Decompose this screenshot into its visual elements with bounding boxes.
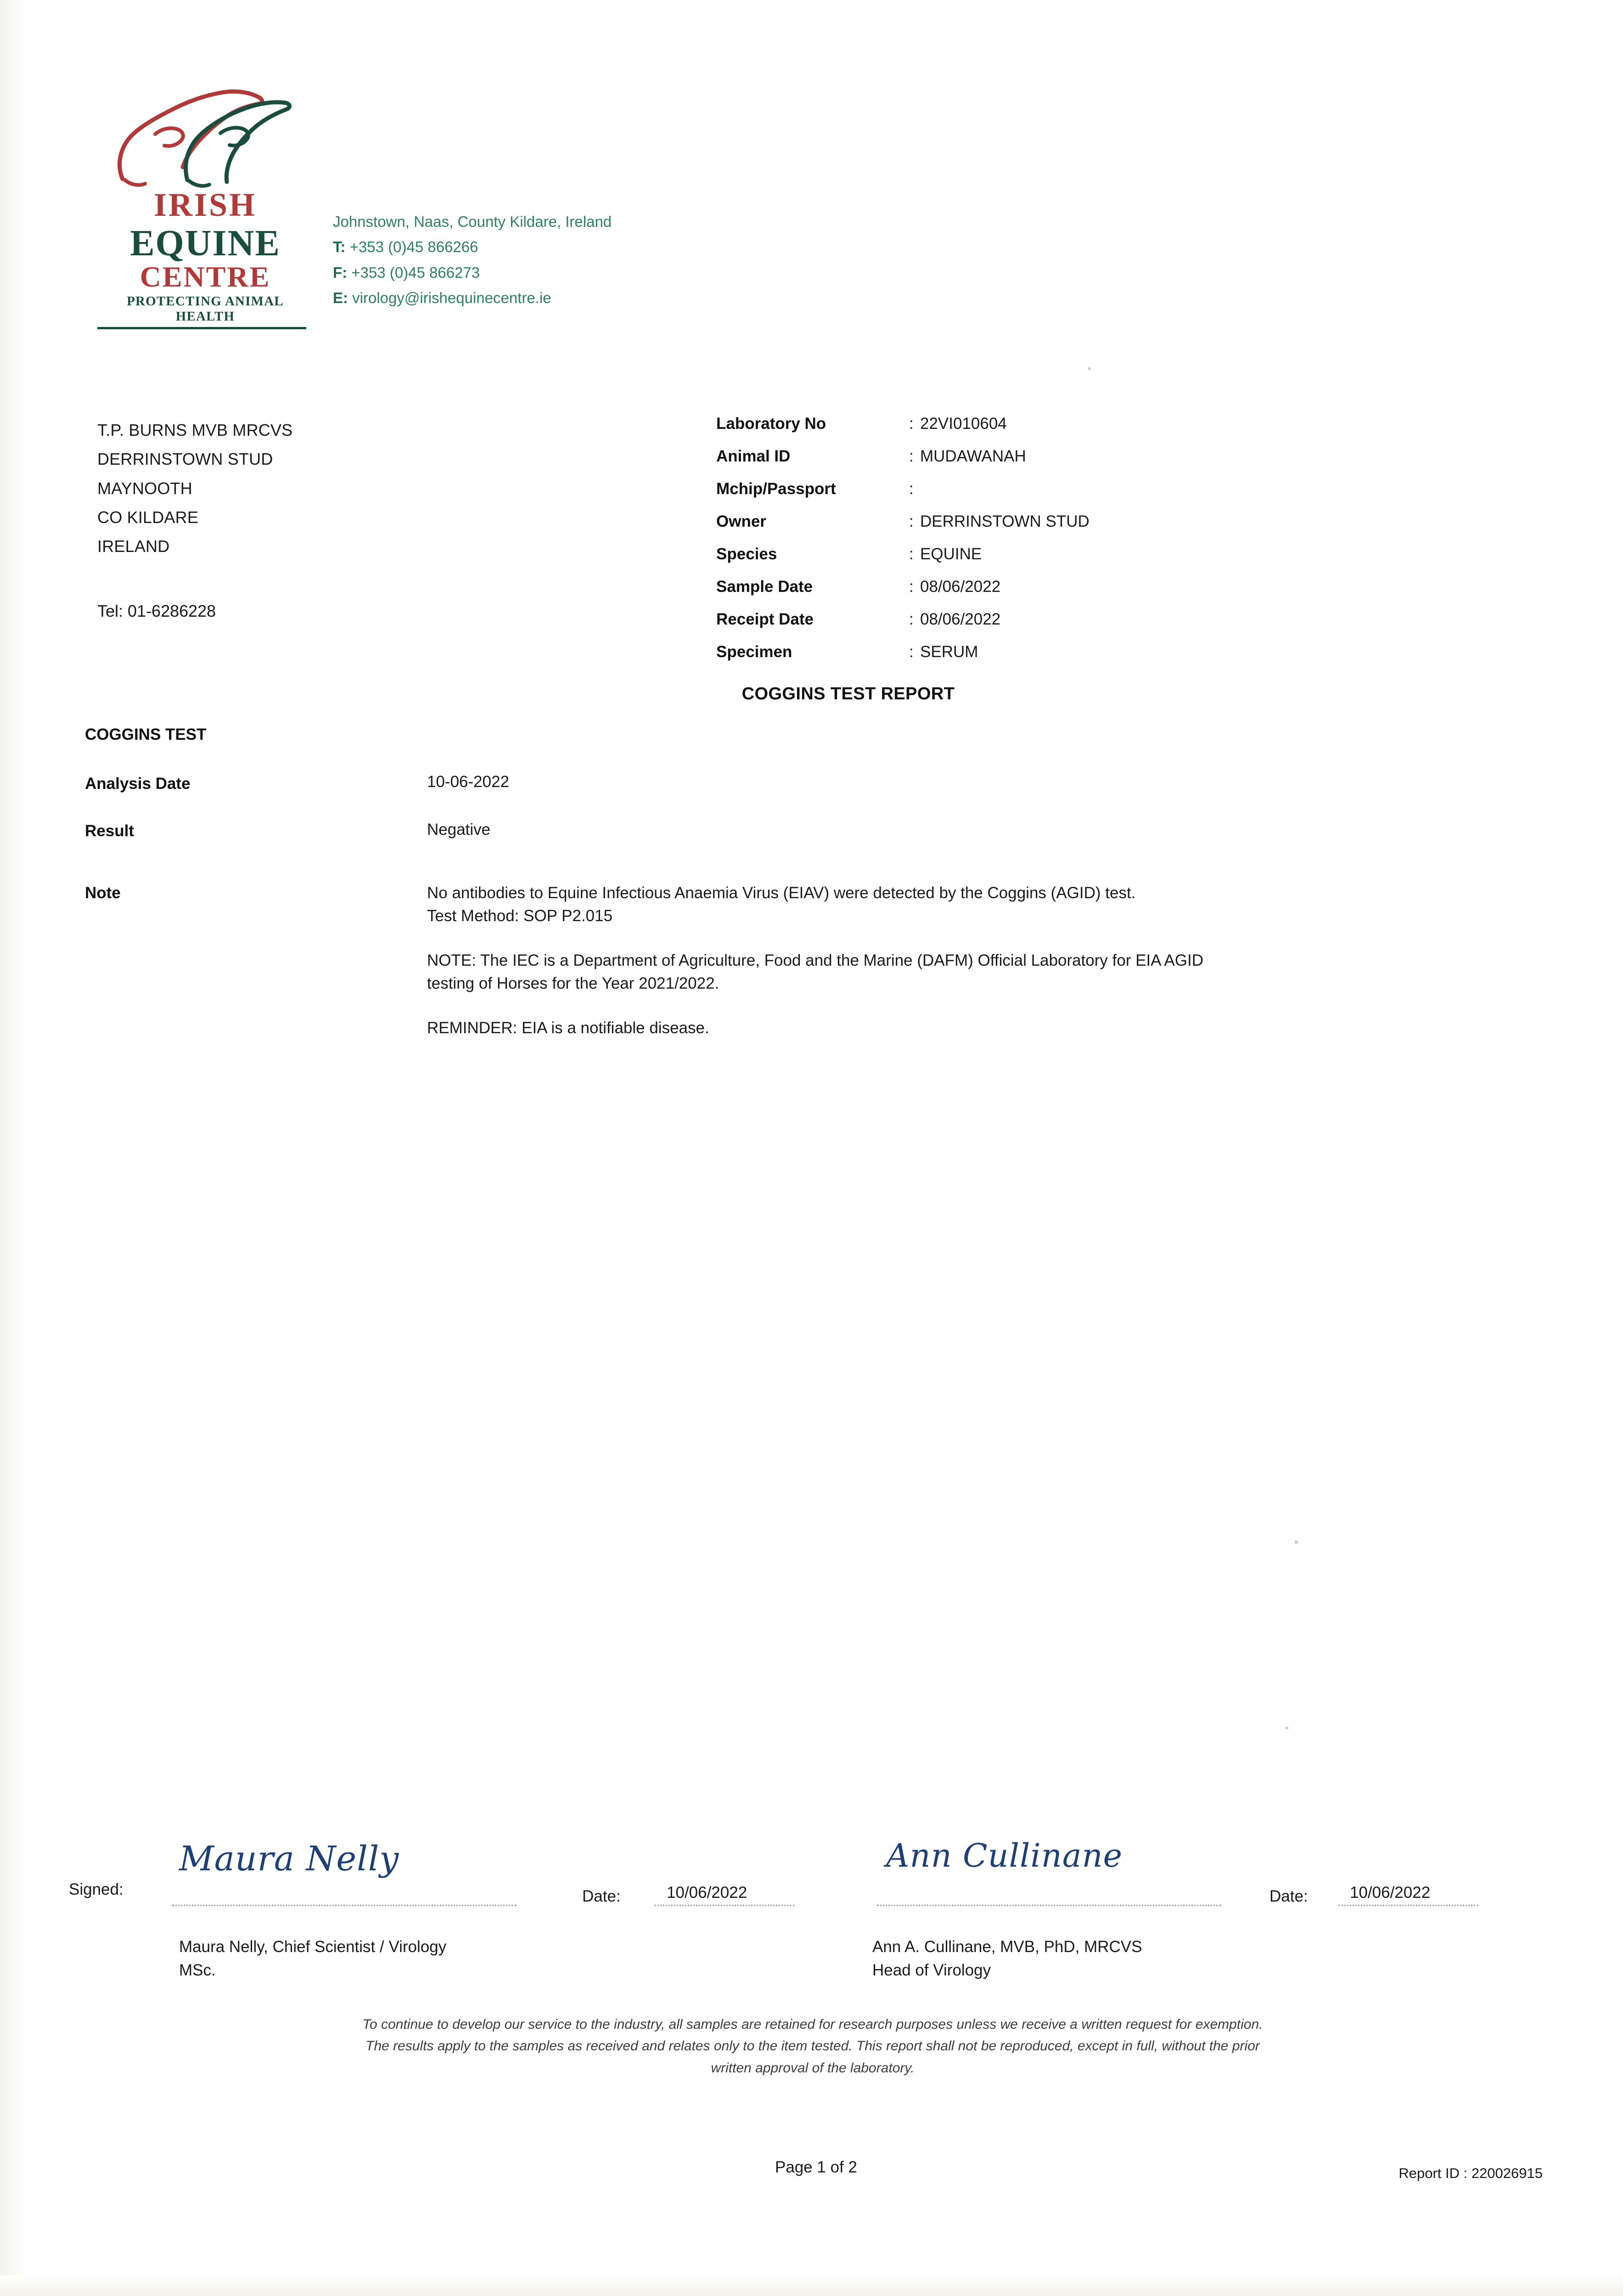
details-label-animal-id: Animal ID: [716, 447, 791, 465]
section-heading-coggins-test: COGGINS TEST: [85, 726, 207, 743]
contact-fax: [333, 260, 612, 285]
details-label-mchip-passport: Mchip/Passport: [716, 480, 836, 498]
date-label-left: Date:: [582, 1887, 621, 1905]
details-value-laboratory-no: : 22VI010604: [909, 415, 1007, 433]
signatory-name-right-line2: Head of Virology: [872, 1961, 991, 1979]
company-logo: [97, 64, 313, 329]
footer-disclaimer-line-3: written approval of the laboratory.: [711, 2060, 915, 2076]
footer-disclaimer-line-2: The results apply to the samples as received and relates only to the item tested. This report shall not be reproduced, except in full, without the prior: [365, 2038, 1260, 2054]
signature-image-left: Maura Nelly: [179, 1839, 399, 1879]
details-value-owner: : DERRINSTOWN STUD: [909, 512, 1089, 530]
footer-disclaimer-line-1: To continue to develop our service to the industry, all samples are retained for research purposes unless we receive a written request for exemption.: [362, 2017, 1263, 2032]
signatory-name-right-line1: Ann A. Cullinane, MVB, PhD, MRCVS: [872, 1938, 1142, 1956]
details-value-sample-date: : 08/06/2022: [909, 578, 1001, 596]
logo-divider: [97, 327, 306, 329]
addressee-line-2: DERRINSTOWN STUD: [97, 450, 273, 469]
scan-artifact: [1088, 367, 1091, 370]
details-row: [716, 644, 1089, 676]
details-value-mchip-passport: :: [909, 480, 914, 498]
label-analysis-date: Analysis Date: [85, 775, 191, 793]
date-value-right: 10/06/2022: [1350, 1884, 1431, 1902]
addressee-line-3: MAYNOOTH: [97, 478, 192, 498]
details-value-receipt-date: : 08/06/2022: [909, 610, 1001, 628]
sample-details-table: [716, 416, 1089, 676]
details-label-species: Species: [716, 545, 777, 563]
label-result: Result: [85, 822, 134, 840]
addressee-line-1: T.P. BURNS MVB MRCVS: [97, 421, 293, 439]
scan-bottom-shading: [0, 2275, 1623, 2296]
signed-label: Signed:: [69, 1880, 124, 1898]
addressee-line-4: CO KILDARE: [97, 508, 199, 527]
label-note: Note: [85, 884, 121, 902]
signatory-name-left: [179, 1936, 446, 1982]
note-test-method: Test Method: SOP P2.015: [427, 907, 613, 925]
addressee-line-5: IRELAND: [97, 537, 170, 556]
contact-telephone-value: +353 (0)45 866266: [349, 238, 478, 256]
logo-text-equine: EQUINE: [130, 223, 281, 264]
details-value-species: : EQUINE: [909, 545, 982, 563]
contact-email-value: virology@irishequinecentre.ie: [352, 289, 551, 307]
note-paragraph-2: NOTE: The IEC is a Department of Agriculture, Food and the Marine (DAFM) Official Laboratory for EIA AGID testing of Horses for the Year 2021/2022.: [427, 951, 1204, 993]
details-label-specimen: Specimen: [716, 643, 792, 661]
logo-text-irish: IRISH: [153, 186, 257, 223]
scan-artifact: [1295, 1541, 1298, 1544]
date-label-right: Date:: [1269, 1887, 1308, 1905]
details-label-laboratory-no: Laboratory No: [716, 415, 826, 433]
value-analysis-date: 10-06-2022: [427, 773, 510, 791]
details-row: [716, 579, 1089, 611]
details-value-specimen: : SERUM: [909, 643, 978, 661]
scan-artifact: [1286, 1727, 1288, 1729]
date-line-left: [654, 1905, 794, 1906]
details-label-receipt-date: Receipt Date: [716, 610, 814, 628]
page-number: Page 1 of 2: [775, 2158, 858, 2176]
details-row: [716, 546, 1089, 579]
signature-image-right: Ann Cullinane: [886, 1837, 1123, 1874]
contact-email: [333, 285, 612, 310]
details-row: [716, 611, 1089, 644]
contact-block: [333, 209, 612, 311]
logo-tagline: PROTECTING ANIMAL HEALTH: [127, 293, 284, 324]
note-paragraph-3: REMINDER: EIA is a notifiable disease.: [427, 1019, 709, 1037]
logo-text-centre: CENTRE: [140, 260, 271, 293]
details-row: [716, 513, 1089, 546]
details-label-sample-date: Sample Date: [716, 578, 813, 596]
contact-fax-label: F:: [333, 264, 348, 281]
contact-email-label: E:: [333, 289, 348, 307]
details-value-animal-id: : MUDAWANAH: [909, 447, 1026, 465]
addressee-telephone: Tel: 01-6286228: [97, 602, 216, 620]
details-label-owner: Owner: [716, 512, 766, 530]
contact-telephone-label: T:: [333, 238, 346, 256]
details-row: [716, 448, 1089, 481]
details-row: [716, 416, 1089, 448]
report-id: Report ID : 220026915: [1398, 2165, 1543, 2181]
signature-line-right: [877, 1905, 1221, 1906]
date-value-left: 10/06/2022: [667, 1884, 747, 1902]
footer-disclaimer: [152, 2014, 1474, 2079]
note-body: [427, 882, 1253, 1061]
details-row: [716, 481, 1089, 513]
contact-telephone: [333, 234, 612, 259]
signatory-name-right: [872, 1936, 1142, 1982]
signatory-name-left-line2: MSc.: [179, 1961, 216, 1979]
value-result: Negative: [427, 821, 491, 838]
note-paragraph-1: No antibodies to Equine Infectious Anaemia Virus (EIAV) were detected by the Coggins (AGID) test.: [427, 884, 1136, 902]
page-title: COGGINS TEST REPORT: [741, 684, 955, 703]
contact-address: Johnstown, Naas, County Kildare, Ireland: [333, 213, 612, 230]
irish-equine-centre-logo-mark: [97, 64, 313, 230]
signature-line-left: [172, 1905, 517, 1906]
addressee-block: [97, 416, 292, 561]
contact-fax-value: +353 (0)45 866273: [351, 264, 480, 281]
date-line-right: [1338, 1905, 1478, 1906]
signatory-name-left-line1: Maura Nelly, Chief Scientist / Virology: [179, 1938, 447, 1956]
scan-edge-shading: [0, 0, 28, 2296]
